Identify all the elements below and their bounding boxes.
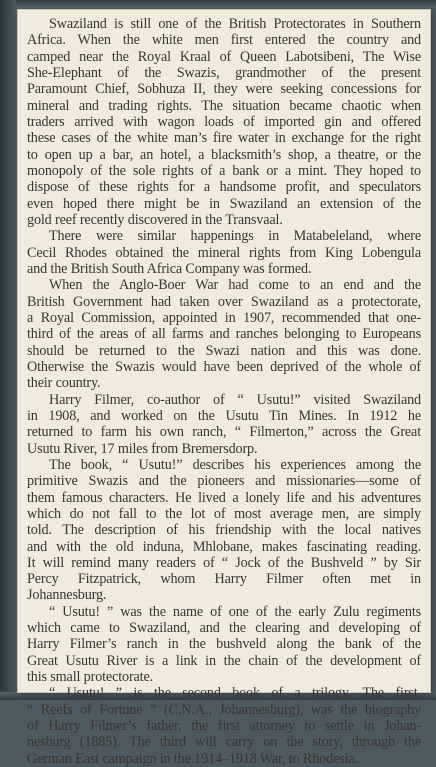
text-line: Johannesburg. bbox=[27, 587, 107, 604]
text-line: told. The description of his friendship with the local natives bbox=[27, 522, 421, 539]
text-line: third of the areas of all farms and ranches belonging to Europeans bbox=[27, 326, 421, 343]
text-line: traders arrived with wagon loads of imported gin and offered bbox=[27, 113, 421, 130]
paragraph-harry-filmer bbox=[27, 392, 421, 457]
text-line: She-Elephant of the Swazis, grandmother of the present bbox=[27, 64, 421, 81]
text-line: their country. bbox=[27, 375, 101, 392]
text-line: Great Usutu River is a link in the chain of the development of bbox=[27, 652, 421, 669]
text-line: British Government had taken over Swaziland as a protectorate, bbox=[27, 293, 421, 310]
text-line: Paramount Chief, Sobhuza II, they were seeking concessions for bbox=[27, 81, 421, 98]
text-line: “ Usutu! ” was the name of one of the early Zulu regiments bbox=[49, 603, 421, 620]
text-line: even hoped there might be in Swaziland an extension of the bbox=[27, 195, 421, 212]
text-line: Harry Filmer’s ranch in the bushveld along the bank of the bbox=[27, 636, 421, 653]
text-line: “ Reefs of Fortune ” (C.N.A., Johannesburg), was the biography bbox=[27, 701, 421, 718]
book-page bbox=[18, 10, 430, 767]
text-line: mineral and trading rights. The situation became chaotic when bbox=[27, 97, 421, 114]
text-line: Otherwise the Swazis would have been deprived of the whole of bbox=[27, 358, 421, 375]
text-line: should be returned to the Swazi nation and this was done. bbox=[27, 342, 421, 359]
text-line: returned to farm his own ranch, “ Filmerton,” across the Great bbox=[27, 424, 421, 441]
text-line: a Royal Commission, appointed in 1907, recommended that one- bbox=[27, 309, 421, 326]
text-line: The book, “ Usutu!” describes his experiences among the bbox=[49, 456, 421, 473]
text-line: them famous characters. He lived a lonely life and his adventures bbox=[27, 489, 421, 506]
text-line: in 1908, and worked on the Usutu Tin Mines. In 1912 he bbox=[27, 407, 421, 424]
text-line: and the British South Africa Company was formed. bbox=[27, 260, 312, 277]
text-line: It will remind many readers of “ Jock of the Bushveld ” by Sir bbox=[27, 554, 421, 571]
text-line: primitive Swazis and the pioneers and missionaries—some of bbox=[27, 473, 421, 490]
text-line: There were similar happenings in Matabeleland, where bbox=[49, 228, 421, 245]
text-line: gold reef recently discovered in the Transvaal. bbox=[27, 211, 283, 228]
paragraph-matabeleland bbox=[27, 228, 421, 277]
text-line: Cecil Rhodes obtained the mineral rights from King Lobengula bbox=[27, 244, 421, 261]
text-line: When the Anglo-Boer War had come to an end and the bbox=[49, 277, 421, 294]
text-line: Africa. When the white men first entered the country and bbox=[27, 32, 421, 49]
frame-left-edge bbox=[0, 0, 16, 700]
text-line: Swaziland is still one of the British Protectorates in Southern bbox=[49, 16, 421, 32]
paragraph-anglo-boer-war bbox=[27, 277, 421, 391]
text-line: Harry Filmer, co-author of “ Usutu!” visited Swaziland bbox=[49, 391, 421, 408]
text-line: “ Usutu! ” is the second book of a trilogy. The first, bbox=[49, 685, 421, 702]
text-line: which do not fall to the lot of most average men, are simply bbox=[27, 505, 421, 522]
text-line: Usutu River, 17 miles from Bremersdorp. bbox=[27, 440, 258, 457]
text-line: German East campaign in the 1914–1918 War, to Rhodesia. bbox=[27, 750, 358, 767]
text-line: Percy Fitzpatrick, whom Harry Filmer often met in bbox=[27, 571, 421, 588]
frame-top-edge bbox=[0, 0, 436, 8]
paragraph-the-book bbox=[27, 457, 421, 604]
text-line: nesburg (1885). The third will carry on the story, through the bbox=[27, 734, 421, 751]
book-text bbox=[27, 16, 421, 767]
text-line: monopoly of the sole rights of a bank or a mint. They hoped to bbox=[27, 162, 421, 179]
text-line: camped near the Royal Kraal of Queen Labotsibeni, The Wise bbox=[27, 48, 421, 65]
paragraph-zulu-regiment bbox=[27, 604, 421, 686]
paragraph-trilogy bbox=[27, 685, 421, 767]
text-line: dispose of these rights for a handsome profit, and speculators bbox=[27, 179, 421, 196]
text-line: which came to Swaziland, and the clearing and developing of bbox=[27, 620, 421, 637]
text-line: of Harry Filmer’s father, the first attorney to settle in Johan- bbox=[27, 718, 421, 735]
paragraph-swaziland-intro bbox=[27, 16, 421, 228]
text-line: to open up a bar, an hotel, a blacksmith’s shop, a theatre, or the bbox=[27, 146, 421, 163]
text-line: this small protectorate. bbox=[27, 669, 154, 686]
text-line: and with the old induna, Mhlobane, makes fascinating reading. bbox=[27, 538, 421, 555]
text-line: these cases of the white man’s fire water in exchange for the right bbox=[27, 130, 421, 147]
